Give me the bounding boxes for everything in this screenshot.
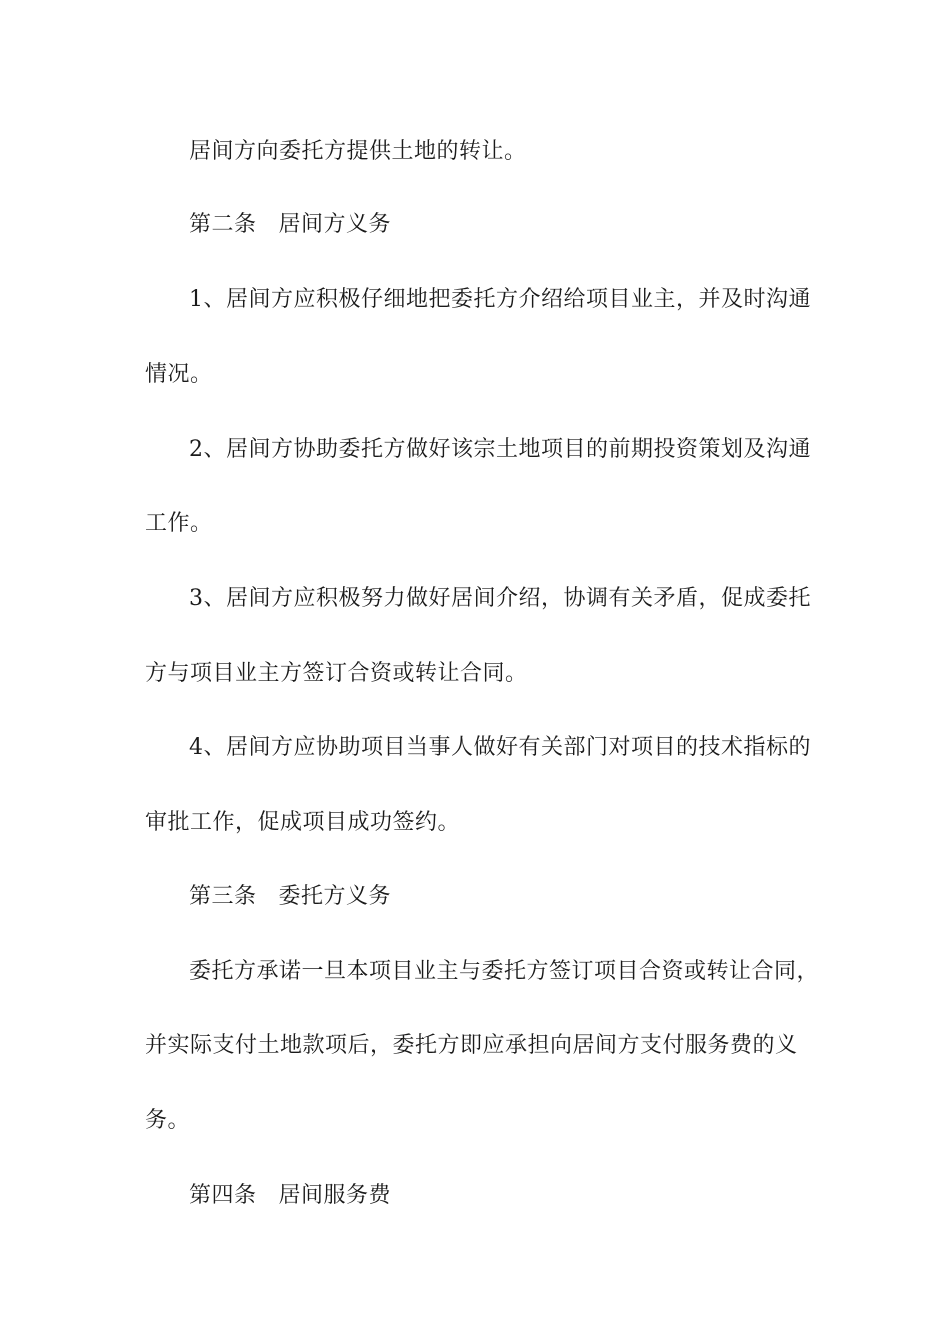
article-heading — [189, 1181, 391, 1211]
article-title: 委托方义务 — [278, 884, 392, 909]
paragraph-line: 并实际支付土地款项后，委托方即应承担向居间方支付服务费的义 — [145, 1033, 798, 1058]
paragraph-line: 委托方承诺一旦本项目业主与委托方签订项目合资或转让合同， — [189, 959, 820, 984]
paragraph-line: 务。 — [145, 1108, 191, 1133]
article-heading — [189, 210, 391, 240]
paragraph-line: 居间方向委托方提供土地的转让。 — [189, 139, 527, 164]
article-heading — [189, 882, 391, 912]
article-title: 居间服务费 — [278, 1183, 392, 1208]
paragraph-line: 审批工作，促成项目成功签约。 — [145, 810, 461, 835]
paragraph-line: 1、居间方应积极仔细地把委托方介绍给项目业主，并及时沟通 — [189, 287, 811, 312]
paragraph-line: 3、居间方应积极努力做好居间介绍，协调有关矛盾，促成委托 — [189, 586, 811, 611]
article-title: 居间方义务 — [278, 212, 392, 237]
article-number: 第二条 — [189, 212, 257, 237]
paragraph-line: 2、居间方协助委托方做好该宗土地项目的前期投资策划及沟通 — [189, 437, 811, 462]
paragraph-line: 4、居间方应协助项目当事人做好有关部门对项目的技术指标的 — [189, 735, 811, 760]
article-number: 第四条 — [189, 1183, 257, 1208]
article-number: 第三条 — [189, 884, 257, 909]
paragraph-line: 方与项目业主方签订合资或转让合同。 — [145, 661, 528, 686]
paragraph-line: 情况。 — [145, 362, 213, 387]
paragraph-line: 工作。 — [145, 511, 213, 536]
